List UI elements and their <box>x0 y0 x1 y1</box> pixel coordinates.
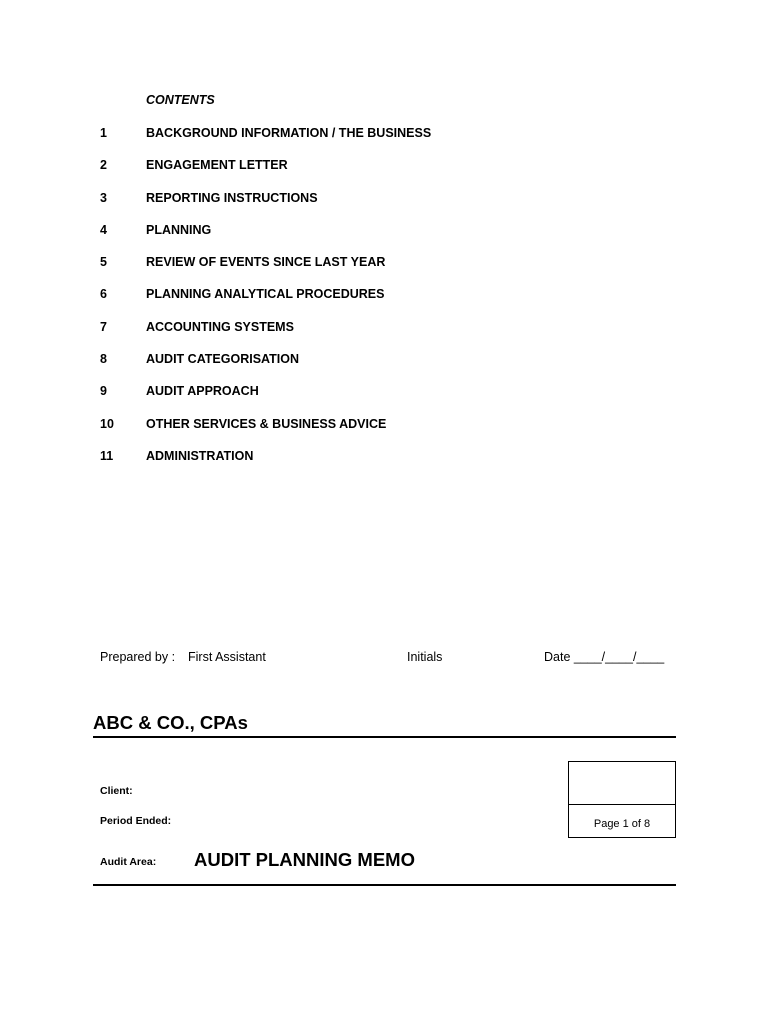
date-field: Date ____/____/____ <box>544 650 665 664</box>
toc-item <box>100 319 660 351</box>
toc-item-number: 2 <box>100 158 107 173</box>
toc-item-title: REVIEW OF EVENTS SINCE LAST YEAR <box>146 255 386 270</box>
toc-item-title: REPORTING INSTRUCTIONS <box>146 190 318 205</box>
toc-item-number: 6 <box>100 287 107 302</box>
toc-item-title: ACCOUNTING SYSTEMS <box>146 319 294 334</box>
toc-item-number: 11 <box>100 448 114 463</box>
toc-item <box>100 222 660 254</box>
toc-item-number: 5 <box>100 255 107 270</box>
toc-item-title: AUDIT CATEGORISATION <box>146 352 300 367</box>
contents-heading: CONTENTS <box>146 93 215 107</box>
toc-item <box>100 286 660 318</box>
toc-item-number: 3 <box>100 190 107 205</box>
page-indicator: Page 1 of 8 <box>593 818 651 830</box>
reference-box <box>568 761 676 838</box>
toc-item-title: OTHER SERVICES & BUSINESS ADVICE <box>146 416 387 431</box>
period-ended-label: Period Ended: <box>100 815 172 827</box>
initials-label: Initials <box>407 650 443 664</box>
memo-title: AUDIT PLANNING MEMO <box>194 849 415 870</box>
toc-item-number: 9 <box>100 384 107 399</box>
firm-name: ABC & CO., CPAs <box>93 712 248 733</box>
toc-item <box>100 416 660 448</box>
toc-item-title: ENGAGEMENT LETTER <box>146 158 288 173</box>
table-of-contents <box>100 125 660 480</box>
client-label: Client: <box>100 785 133 797</box>
toc-item-number: 1 <box>100 126 107 140</box>
toc-item <box>100 383 660 415</box>
prepared-by-value: First Assistant <box>188 650 266 664</box>
toc-item <box>100 125 660 157</box>
toc-item-title: ADMINISTRATION <box>146 448 254 463</box>
bottom-divider <box>93 884 676 886</box>
toc-item-number: 7 <box>100 319 107 334</box>
top-divider <box>93 736 676 738</box>
toc-item-title: PLANNING <box>146 222 212 237</box>
toc-item-number: 10 <box>100 416 114 431</box>
toc-item-number: 8 <box>100 352 107 367</box>
toc-item <box>100 351 660 383</box>
toc-item-title: AUDIT APPROACH <box>146 384 259 399</box>
toc-item-number: 4 <box>100 222 107 237</box>
toc-item <box>100 157 660 189</box>
audit-area-label: Audit Area: <box>100 856 157 868</box>
toc-item <box>100 448 660 480</box>
toc-item-title: BACKGROUND INFORMATION / THE BUSINESS <box>146 126 432 140</box>
prepared-by-label: Prepared by : <box>100 650 176 664</box>
toc-item <box>100 190 660 222</box>
toc-item <box>100 254 660 286</box>
toc-item-title: PLANNING ANALYTICAL PROCEDURES <box>146 287 385 302</box>
box-divider <box>569 804 675 805</box>
